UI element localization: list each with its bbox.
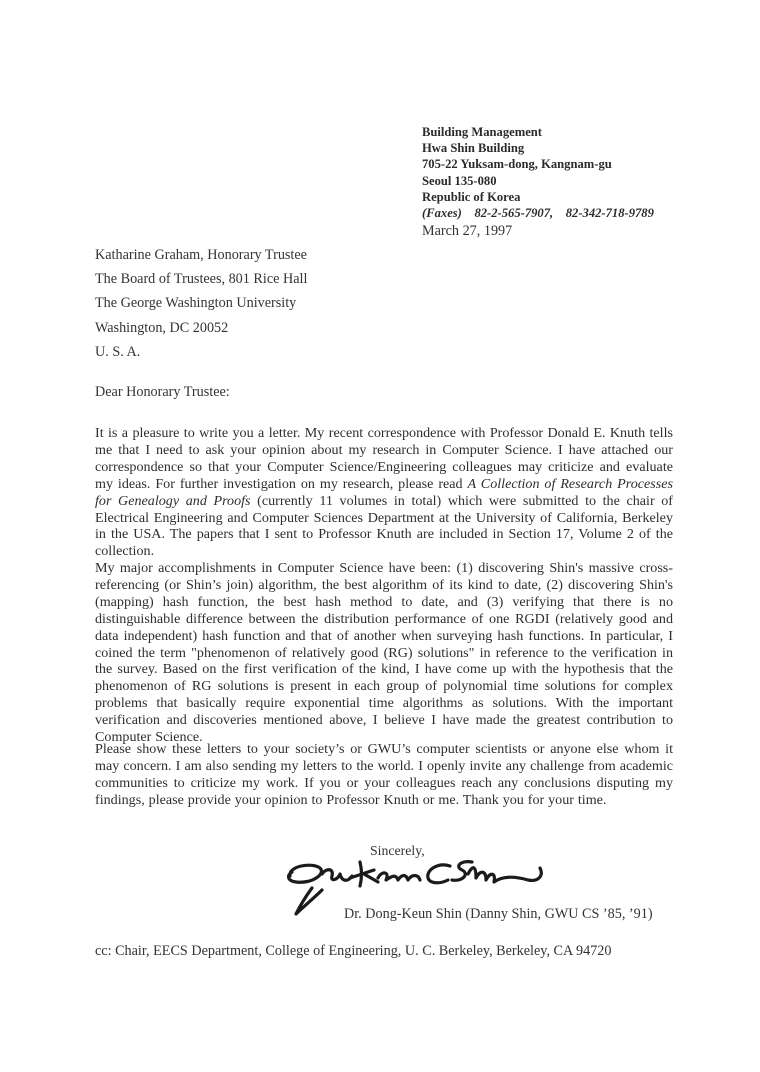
body-paragraph-1 xyxy=(95,425,673,560)
paragraph-text: It is a pleasure to write you a letter. My recent correspondence with Professor Donald E. Knuth tells me that I need to ask your opinion about my research in Computer Science. I have attached our correspondence so that your Computer Science/Engineering colleagues may criticize and evaluate my ideas. For further investigation on my research, please read xyxy=(95,425,673,492)
signer-name: Dr. Dong-Keun Shin (Danny Shin, GWU CS ’85, ’91) xyxy=(344,906,653,922)
sender-line: 705-22 Yuksam-dong, Kangnam-gu xyxy=(422,157,612,172)
recipient-line: U. S. A. xyxy=(95,343,141,360)
paragraph-text: (currently 11 volumes in total) which were submitted to the chair of Electrical Engineering and Computer Sciences Department at the University of California, Berkeley in the USA. The papers that I sent to Professor Knuth are included in Section 17, Volume 2 of the collection. xyxy=(95,492,673,560)
salutation: Dear Honorary Trustee: xyxy=(95,384,230,400)
recipient-address-block xyxy=(95,243,307,364)
sender-address-block xyxy=(422,124,654,221)
recipient-line: The George Washington University xyxy=(95,295,297,312)
publication-title: A Collection of Research Processes for Genealogy and Proofs xyxy=(95,475,673,509)
recipient-line: Katharine Graham, Honorary Trustee xyxy=(95,247,307,263)
sender-line: Building Management xyxy=(422,125,543,139)
sender-line: Hwa Shin Building xyxy=(422,141,525,156)
sender-fax-line: (Faxes) 82-2-565-7907, 82-342-718-9789 xyxy=(422,206,654,221)
letter-date: March 27, 1997 xyxy=(422,223,513,239)
sender-line: Seoul 135-080 xyxy=(422,173,497,188)
sender-line: Republic of Korea xyxy=(422,189,521,204)
cc-line: cc: Chair, EECS Department, College of Engineering, U. C. Berkeley, Berkeley, CA 94720 xyxy=(95,943,612,959)
body-paragraph-2: My major accomplishments in Computer Science have been: (1) discovering Shin's massive cross-referencing (or Shin’s join) algorithm, the best algorithm of its kind to date, (2) discovering Shin's (mapping) hash function, the best hash method to date, and (3) verifying that there is no distinguishable difference between the distribution performance of one RGDI (relatively good and data independent) hash function and that of another when surveying hash functions. In particular, I coined the term "phenomenon of relatively good (RG) solutions" in reference to the verification in the survey. Based on the first verification of the kind, I have come up with the hypothesis that the phenomenon of RG solutions is present in each group of polynomial time solutions for complex problems that basically require exponential time algorithms as solutions. With the important verification and discoveries mentioned above, I believe I have made the greatest contribution to Computer Science. xyxy=(95,560,673,746)
closing: Sincerely, xyxy=(370,843,425,858)
body-paragraph-3: Please show these letters to your society’s or GWU’s computer scientists or anyone else whom it may concern. I am also sending my letters to the world. I openly invite any challenge from academic communities to criticize my work. If you or your colleagues reach any conclusions disputing my findings, please provide your opinion to Professor Knuth or me. Thank you for your time. xyxy=(95,741,673,808)
recipient-line: The Board of Trustees, 801 Rice Hall xyxy=(95,271,308,288)
recipient-line: Washington, DC 20052 xyxy=(95,319,229,336)
